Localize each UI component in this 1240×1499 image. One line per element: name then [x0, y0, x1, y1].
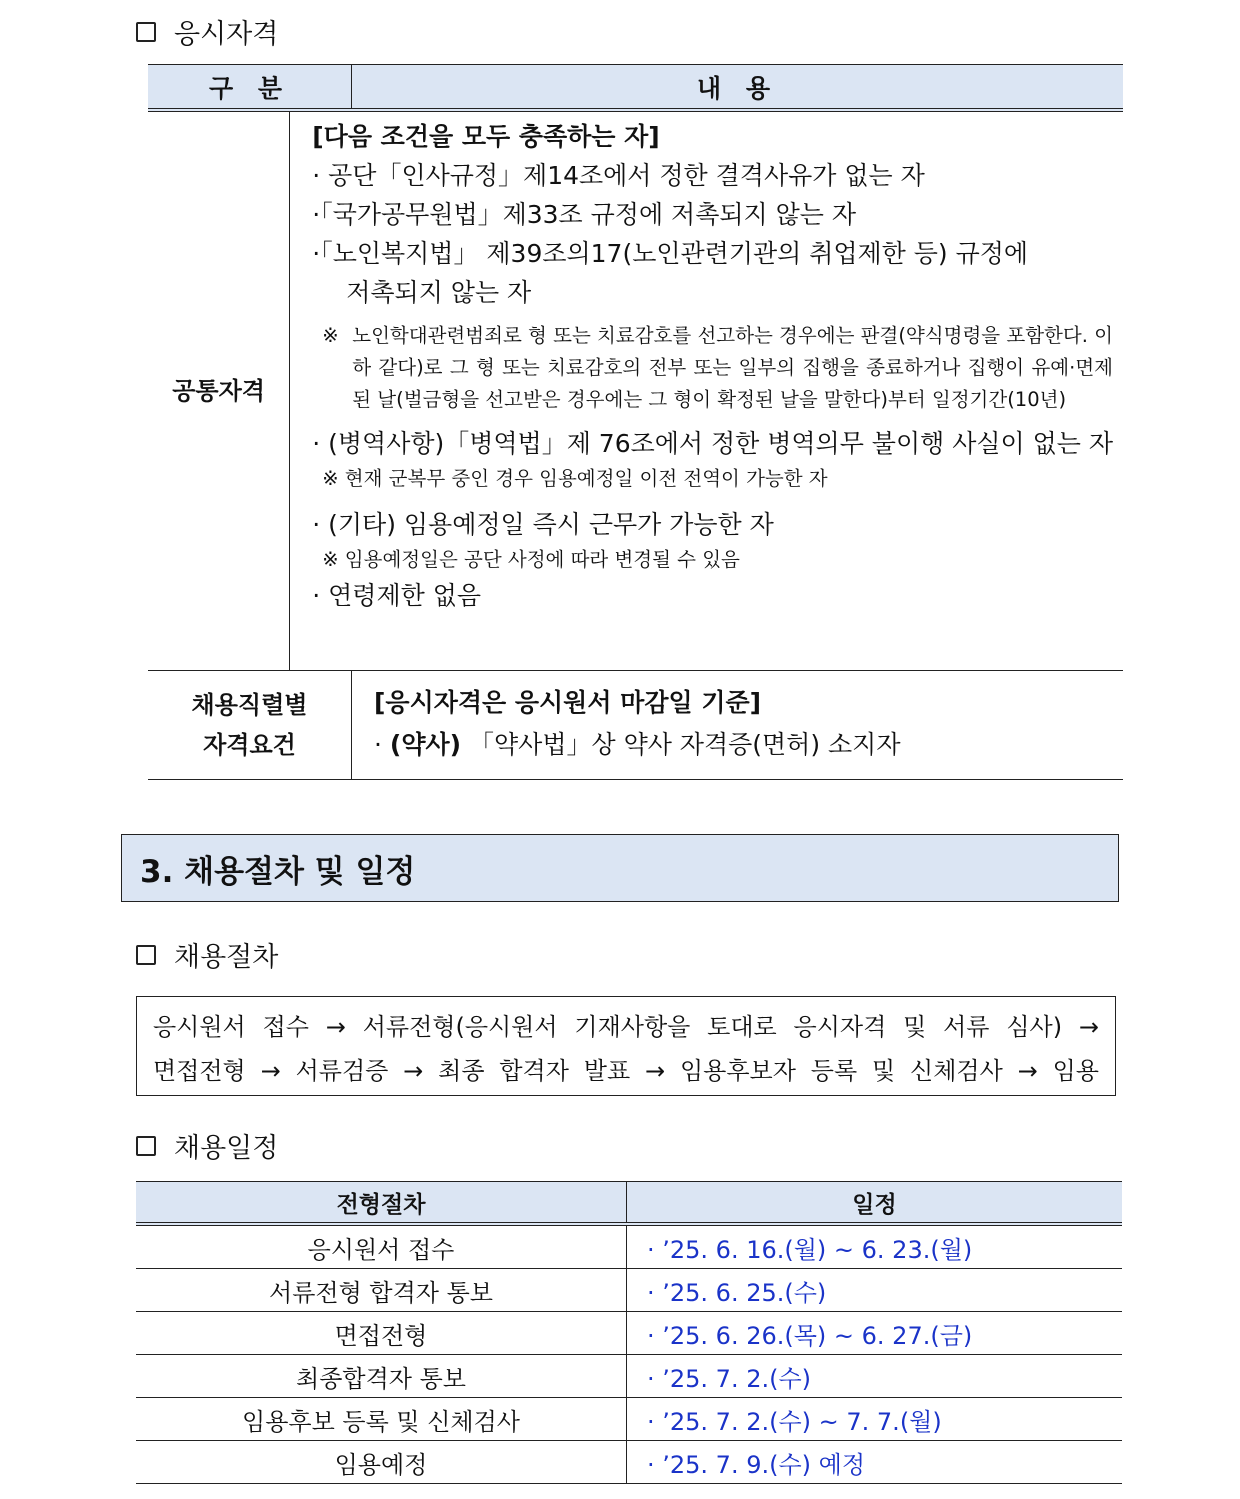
common-qualification-label: 공통자격	[148, 112, 290, 670]
schedule-heading-text: 채용일정	[174, 1133, 279, 1164]
qualification-heading	[136, 12, 278, 51]
common-item-2: ·「국가공무원법」제33조 규정에 저촉되지 않는 자	[312, 200, 856, 229]
col-header-content: 내 용	[696, 73, 778, 103]
checkbox-square-icon	[136, 1136, 156, 1156]
schedule-step: 응시원서 접수	[136, 1226, 627, 1268]
schedule-step: 임용후보 등록 및 신체검사	[136, 1398, 627, 1440]
schedule-date: · ’25. 6. 26.(목) ~ 6. 27.(금)	[647, 1321, 973, 1350]
col-header-date: 일정	[852, 1191, 897, 1218]
schedule-table	[136, 1181, 1122, 1484]
procedure-box	[136, 996, 1116, 1096]
job-qualification-label	[148, 671, 352, 779]
section-3-title: 3. 채용절차 및 일정	[121, 834, 1119, 902]
schedule-date: · ’25. 7. 9.(수) 예정	[647, 1450, 866, 1479]
schedule-step: 면접전형	[136, 1312, 627, 1354]
common-qualification-row	[148, 112, 1123, 671]
qualification-table	[148, 64, 1123, 780]
schedule-date: · ’25. 6. 16.(월) ~ 6. 23.(월)	[647, 1235, 973, 1264]
checkbox-square-icon	[136, 945, 156, 965]
table-row	[136, 1226, 1122, 1269]
table-row	[136, 1441, 1122, 1484]
common-note-2: ※ 현재 군복무 중인 경우 임용예정일 이전 전역이 가능한 자	[322, 467, 828, 490]
col-header-step: 전형절차	[136, 1182, 627, 1222]
schedule-step: 최종합격자 통보	[136, 1355, 627, 1397]
job-item-pharmacist: (약사)	[389, 730, 462, 759]
table-row	[136, 1269, 1122, 1312]
schedule-step: 서류전형 합격자 통보	[136, 1269, 627, 1311]
common-note-1	[312, 320, 1113, 416]
qualification-table-header	[148, 64, 1123, 112]
note-mark: ※	[322, 324, 339, 347]
job-title: [응시자격은 응시원서 마감일 기준]	[374, 688, 762, 717]
table-row	[136, 1398, 1122, 1441]
table-row	[136, 1312, 1122, 1355]
common-item-1: · 공단「인사규정」제14조에서 정한 결격사유가 없는 자	[312, 161, 925, 190]
col-header-category: 구 분	[148, 65, 352, 108]
common-item-4: · (병역사항)「병역법」제 76조에서 정한 병역의무 불이행 사실이 없는 자	[312, 429, 1113, 458]
schedule-table-header	[136, 1181, 1122, 1226]
common-note-3: ※ 임용예정일은 공단 사정에 따라 변경될 수 있음	[322, 548, 740, 571]
job-item-bullet: ·	[374, 730, 382, 759]
schedule-step: 임용예정	[136, 1441, 627, 1483]
job-item	[374, 725, 1113, 764]
common-item-6: · 연령제한 없음	[312, 581, 481, 610]
schedule-date: · ’25. 6. 25.(수)	[647, 1278, 827, 1307]
schedule-date: · ’25. 7. 2.(수) ~ 7. 7.(월)	[647, 1407, 942, 1436]
job-item-text: 「약사법」상 약사 자격증(면허) 소지자	[469, 730, 901, 759]
common-note-1-text: 노인학대관련범죄로 형 또는 치료감호를 선고하는 경우에는 판결(약식명령을 포함한다. 이하 같다)로 그 형 또는 치료감호의 전부 또는 일부의 집행을 종료하거나 집행이 유예·면제된 날(벌금형을 선고받은 경우에는 그 형이 확정된 날을 말한다)부터 일정기간(10년)	[352, 324, 1113, 411]
schedule-heading	[136, 1126, 278, 1165]
job-label-line1: 채용직렬별	[191, 691, 308, 719]
procedure-line-1: 응시원서 접수 → 서류전형(응시원서 기재사항을 토대로 응시자격 및 서류 심사) →	[153, 1013, 1099, 1041]
procedure-line-2: 면접전형 → 서류검증 → 최종 합격자 발표 → 임용후보자 등록 및 신체검사 → 임용	[153, 1057, 1099, 1085]
common-item-3-line2: 저촉되지 않는 자	[346, 278, 532, 307]
common-item-3-line1: ·「노인복지법」 제39조의17(노인관련기관의 취업제한 등) 규정에	[312, 239, 1029, 268]
qualification-heading-text: 응시자격	[174, 19, 279, 50]
procedure-heading	[136, 935, 278, 974]
table-row	[136, 1355, 1122, 1398]
common-title: [다음 조건을 모두 충족하는 자]	[312, 122, 660, 151]
common-item-5: · (기타) 임용예정일 즉시 근무가 가능한 자	[312, 510, 774, 539]
checkbox-square-icon	[136, 22, 156, 42]
job-qualification-row	[148, 671, 1123, 780]
schedule-date: · ’25. 7. 2.(수)	[647, 1364, 812, 1393]
job-label-line2: 자격요건	[203, 731, 296, 759]
procedure-heading-text: 채용절차	[174, 942, 279, 973]
